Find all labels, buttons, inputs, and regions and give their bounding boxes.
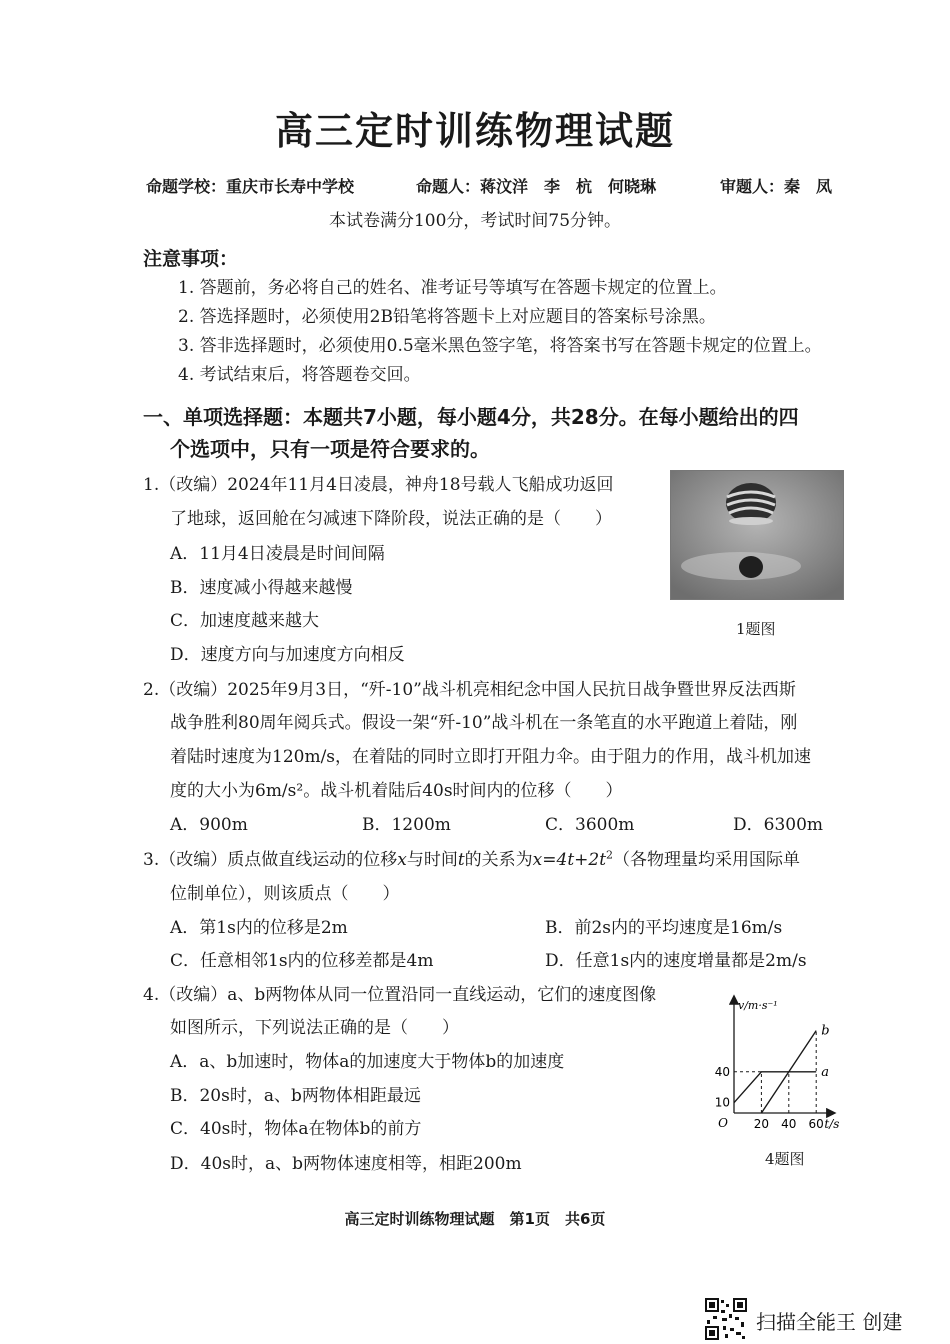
y-tick-label-40: 40	[714, 1064, 730, 1079]
q3-formula: x=4t+2t	[532, 850, 607, 870]
y-tick-label-10: 10	[714, 1095, 730, 1110]
notice-item-3: 3. 答非选择题时，必须使用0.5毫米黑色签字笔，将答案书写在答题卡规定的位置上。	[178, 336, 822, 356]
page-title: 高三定时训练物理试题	[274, 109, 675, 153]
series-label-b: b	[821, 1023, 830, 1039]
authors-line: 命题人：蒋汶洋 李 杭 何晓琳	[416, 177, 657, 196]
q1-stem-line1: 1.（改编）2024年11月4日凌晨，神舟18号载人飞船成功返回	[143, 475, 614, 495]
notice-item-4: 4. 考试结束后，将答题卷交回。	[178, 365, 421, 385]
notice-heading: 注意事项：	[143, 248, 239, 270]
qr-code-icon	[705, 1298, 747, 1340]
q4-option-a: A．a、b加速时，物体a的加速度大于物体b的加速度	[170, 1052, 565, 1072]
notice-item-1: 1. 答题前，务必将自己的姓名、准考证号等填写在答题卡规定的位置上。	[178, 278, 727, 298]
q3-option-a: A．第1s内的位移是2m	[170, 918, 348, 938]
q4-velocity-chart	[706, 985, 856, 1135]
q2-option-d: D．6300m	[733, 815, 824, 835]
x-axis-label: t/s	[824, 1117, 840, 1131]
q2-option-c: C．3600m	[545, 815, 635, 835]
q2-option-a: A．900m	[170, 815, 248, 835]
q3-stem-part-b: 与时间	[406, 850, 458, 870]
q2-stem-line3: 着陆时速度为120m/s，在着陆的同时立即打开阻力伞。由于阻力的作用，战斗机加速	[170, 747, 812, 767]
x-tick-label-40: 40	[781, 1117, 797, 1131]
q4-option-b: B．20s时，a、b两物体相距最远	[170, 1086, 421, 1106]
reviewer-line: 审题人：秦 凤	[720, 177, 833, 196]
q3-formula-exponent: 2	[606, 848, 614, 862]
q1-capsule-photo	[670, 470, 844, 600]
q3-var-x: x	[397, 850, 407, 870]
q3-stem-part-a: 3.（改编）质点做直线运动的位移	[143, 850, 398, 870]
q4-option-d: D．40s时，a、b两物体速度相等，相距200m	[170, 1154, 522, 1174]
notice-item-2: 2. 答选择题时，必须使用2B铅笔将答题卡上对应题目的答案标号涂黑。	[178, 307, 716, 327]
q3-var-t: t	[457, 850, 465, 870]
q1-option-a: A．11月4日凌晨是时间间隔	[170, 544, 385, 564]
q2-stem-line4: 度的大小为6m/s²。战斗机着陆后40s时间内的位移（ ）	[170, 781, 623, 801]
q3-stem-part-d: （各物理量均采用国际单	[613, 850, 801, 870]
q4-stem-line1: 4.（改编）a、b两物体从同一位置沿同一直线运动，它们的速度图像	[143, 985, 657, 1005]
page-footer: 高三定时训练物理试题 第1页 共6页	[344, 1210, 606, 1228]
q4-stem-line2: 如图所示，下列说法正确的是（ ）	[170, 1018, 459, 1038]
q4-option-c: C．40s时，物体a在物体b的前方	[170, 1119, 422, 1139]
school-line: 命题学校：重庆市长寿中学校	[146, 177, 355, 196]
series-label-a: a	[821, 1064, 829, 1080]
exam-info: 本试卷满分100分，考试时间75分钟。	[328, 211, 622, 231]
origin-label: O	[718, 1116, 728, 1130]
scanner-brand-label: 扫描全能王 创建	[756, 1310, 903, 1334]
q1-option-c: C．加速度越来越大	[170, 611, 320, 631]
q1-option-b: B．速度减小得越来越慢	[170, 578, 353, 598]
q3-option-c: C．任意相邻1s内的位移差都是4m	[170, 951, 434, 971]
section-heading: 一、单项选择题：本题共7小题，每小题4分，共28分。在每小题给出的四	[143, 405, 799, 429]
q3-stem-line1	[143, 845, 800, 870]
y-axis-label: v/m·s⁻¹	[738, 999, 778, 1012]
q1-option-d: D．速度方向与加速度方向相反	[170, 645, 405, 665]
q2-stem-line1: 2.（改编）2025年9月3日，“歼-10”战斗机亮相纪念中国人民抗日战争暨世界反法西斯	[143, 680, 796, 700]
section-heading-cont: 个选项中，只有一项是符合要求的。	[170, 437, 490, 461]
q3-option-b: B．前2s内的平均速度是16m/s	[545, 918, 783, 938]
q2-stem-line2: 战争胜利80周年阅兵式。假设一架“歼-10”战斗机在一条笔直的水平跑道上着陆，刚	[170, 713, 798, 733]
q3-stem-line2: 位制单位），则该质点（ ）	[170, 884, 400, 904]
q1-figure-caption: 1题图	[736, 620, 776, 638]
q2-option-b: B．1200m	[362, 815, 451, 835]
series-line-a	[734, 1072, 816, 1103]
q3-stem-part-c: 的关系为	[464, 850, 533, 870]
q3-option-d: D．任意1s内的速度增量都是2m/s	[545, 951, 807, 971]
x-tick-label-60: 60	[808, 1117, 824, 1131]
x-tick-label-20: 20	[753, 1117, 770, 1131]
q4-figure-caption: 4题图	[765, 1150, 805, 1168]
q1-stem-line2: 了地球，返回舱在匀减速下降阶段，说法正确的是（ ）	[170, 509, 612, 529]
